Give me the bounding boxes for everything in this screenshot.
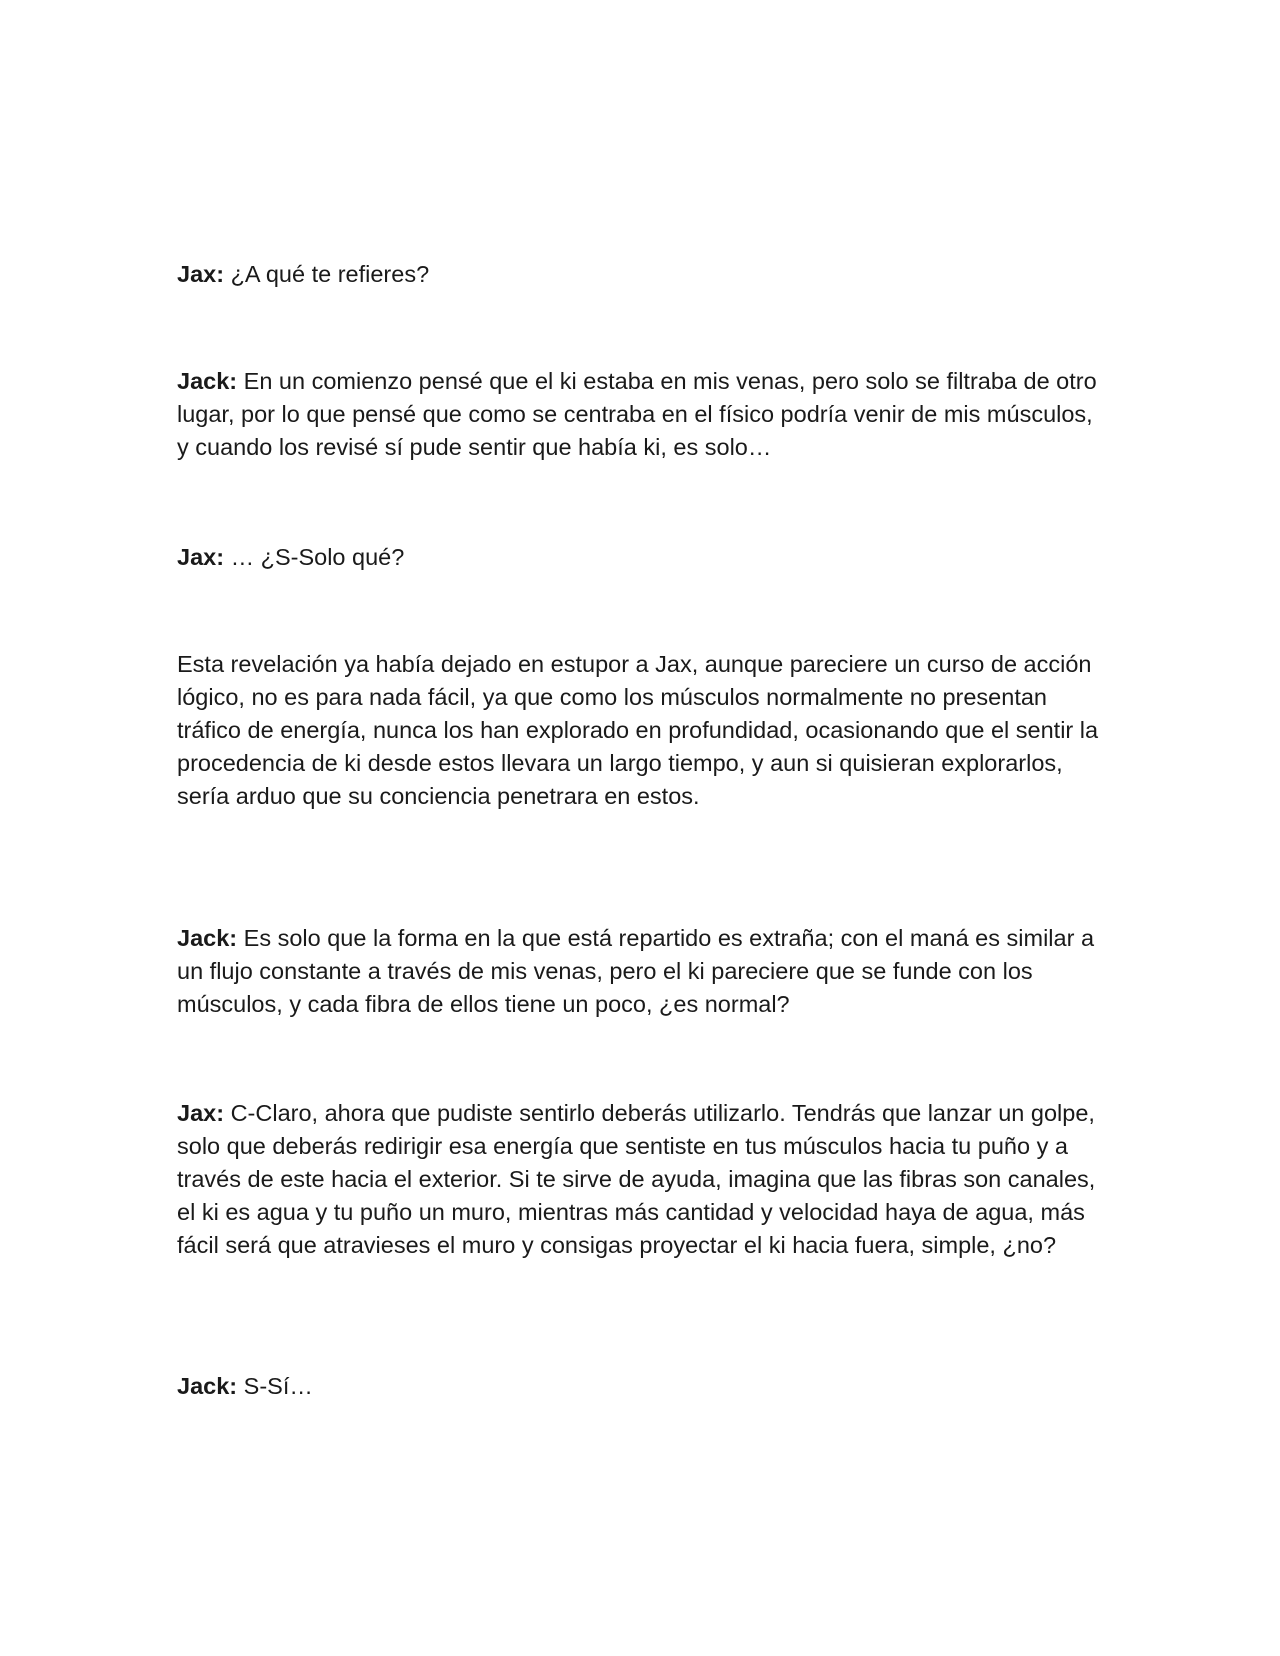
dialogue-paragraph — [177, 365, 1107, 464]
speaker-name: Jack: — [177, 925, 238, 951]
dialogue-text: En un comienzo pensé que el ki estaba en mis venas, pero solo se filtraba de otro lugar, por lo que pensé que como se centraba en el físico podría venir de mis músculos, y cuando los revisé sí pude sentir que había ki, es solo… — [177, 368, 1097, 460]
narration-paragraph — [177, 648, 1107, 813]
dialogue-paragraph — [177, 541, 1107, 574]
narration-text: Esta revelación ya había dejado en estupor a Jax, aunque pareciere un curso de acción lógico, no es para nada fácil, ya que como los músculos normalmente no presentan tráfico de energía, nunca los han explorado en profundidad, ocasionando que el sentir la procedencia de ki desde estos llevara un largo tiempo, y aun si quisieran explorarlos, sería arduo que su conciencia penetrara en estos. — [177, 651, 1099, 809]
dialogue-text: S-Sí… — [237, 1373, 313, 1399]
dialogue-text: Es solo que la forma en la que está repartido es extraña; con el maná es similar a un flujo constante a través de mis venas, pero el ki pareciere que se funde con los músculos, y cada fibra de ellos tiene un poco, ¿es normal? — [177, 925, 1095, 1017]
dialogue-paragraph — [177, 258, 1107, 291]
speaker-name: Jax: — [177, 261, 225, 287]
speaker-name: Jack: — [177, 368, 238, 394]
speaker-name: Jax: — [177, 1100, 225, 1126]
dialogue-paragraph — [177, 922, 1107, 1021]
dialogue-paragraph — [177, 1370, 1107, 1403]
dialogue-text: ¿A qué te refieres? — [224, 261, 430, 287]
speaker-name: Jax: — [177, 544, 225, 570]
speaker-name: Jack: — [177, 1373, 238, 1399]
dialogue-text: C-Claro, ahora que pudiste sentirlo deberás utilizarlo. Tendrás que lanzar un golpe, solo que deberás redirigir esa energía que sentiste en tus músculos hacia tu puño y a través de este hacia el exterior. Si te sirve de ayuda, imagina que las fibras son canales, el ki es agua y tu puño un muro, mientras más cantidad y velocidad haya de agua, más fácil será que atravieses el muro y consigas proyectar el ki hacia fuera, simple, ¿no? — [177, 1100, 1096, 1258]
dialogue-paragraph — [177, 1097, 1107, 1262]
dialogue-text: … ¿S-Solo qué? — [224, 544, 405, 570]
